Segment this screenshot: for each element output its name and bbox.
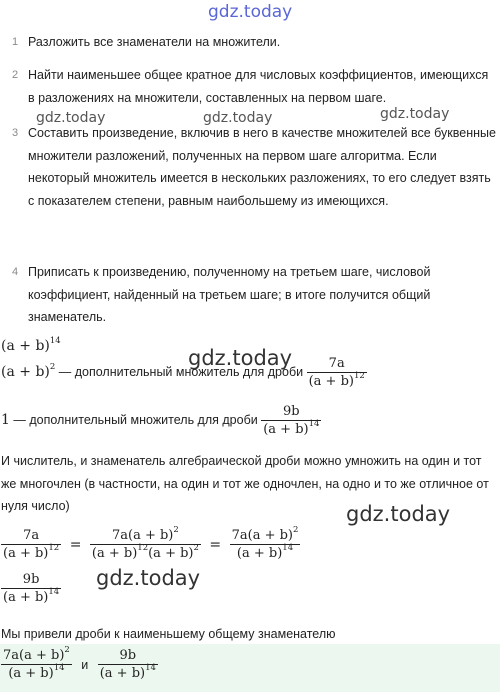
fraction: $\frac{7a(a + b)^2}{(a + b)^{12}(a + b)^2}$ [91,525,199,561]
step-number: 3 [12,127,19,139]
watermark: gdz.today [203,110,273,126]
fraction-line [1,572,61,605]
additional-factor-text: — дополнительный множитель для дроби [55,364,307,379]
step-text: Составить произведение, включив в него в качестве множителей все буквенные множители разложений, полученных на первом шаге алгоритма. Если некоторый множитель имеется в нескольких разложениях, то его следует взять с показателем степени, равным наибольшему из имеющихся. [28,126,496,208]
additional-factor-text: — дополнительный множитель для дроби [9,412,262,427]
watermark: gdz.today [96,566,201,590]
algorithm-step [12,261,496,329]
step-number: 4 [12,266,19,278]
watermark: gdz.today [380,106,450,122]
fraction: $\frac{9b}{(a + b)^{14}}$ [263,404,320,437]
equation: $\frac{7a}{(a + b)^{12}}$ = $\frac{7a(a + b)^2}{(a + b)^{12}(a + b)^2}$ = $\frac{7a(a + b)^2}{(a + b)^{14}}$ [3,525,299,561]
step-text: Разложить все знаменатели на множители. [28,35,281,49]
rule-paragraph: И числитель, и знаменатель алгебраической дроби можно умножить на один и тот же многочлен (в частности, на один и тот же одночлен, на одно и то же отличное от нуля число) [1,454,489,513]
fraction: $\frac{9b}{(a + b)^{14}}$ [99,648,156,681]
additional-factor-line: 1 — дополнительный множитель для дроби $\frac{9b}{(a + b)^{14}}$ [1,404,320,437]
additional-factor-line: $(a + b)^2$ — дополнительный множитель для дроби $\frac{7a}{(a + b)^{12}}$ [1,356,365,389]
algorithm-step [12,64,496,109]
fraction: $\frac{7a}{(a + b)^{12}}$ [3,528,60,561]
final-fractions [1,645,158,681]
watermark: gdz.today [36,110,106,126]
watermark: gdz.today [208,2,293,22]
algorithm-step [12,31,496,54]
step-text: Приписать к произведению, полученному на третьем шаге, числовой коэффициент, найденный на третьем шаге; в итоге получится общий знаменатель. [28,265,431,324]
watermark: gdz.today [188,346,293,370]
answer-block [0,644,500,692]
conclusion-text: Мы привели дроби к наименьшему общему знаменателю [1,627,336,641]
step-number: 2 [12,69,19,81]
common-denominator: $(a + b)^{14}$ [1,336,61,354]
step-text: Найти наименьшее общее кратное для числовых коэффициентов, имеющихся в разложениях на множители, составленных на первом шаге. [28,68,489,105]
algorithm-step [12,122,496,212]
fraction: $\frac{7a(a + b)^2}{(a + b)^{14}}$ [231,525,299,561]
fraction: $\frac{7a}{(a + b)^{12}}$ [308,356,365,389]
watermark: gdz.today [346,502,451,526]
step-number: 1 [12,36,19,48]
fraction: $\frac{9b}{(a + b)^{14}}$ [3,572,60,605]
fraction: $\frac{7a(a + b)^2}{(a + b)^{14}}$ [3,645,70,681]
and-word: и [81,657,89,672]
